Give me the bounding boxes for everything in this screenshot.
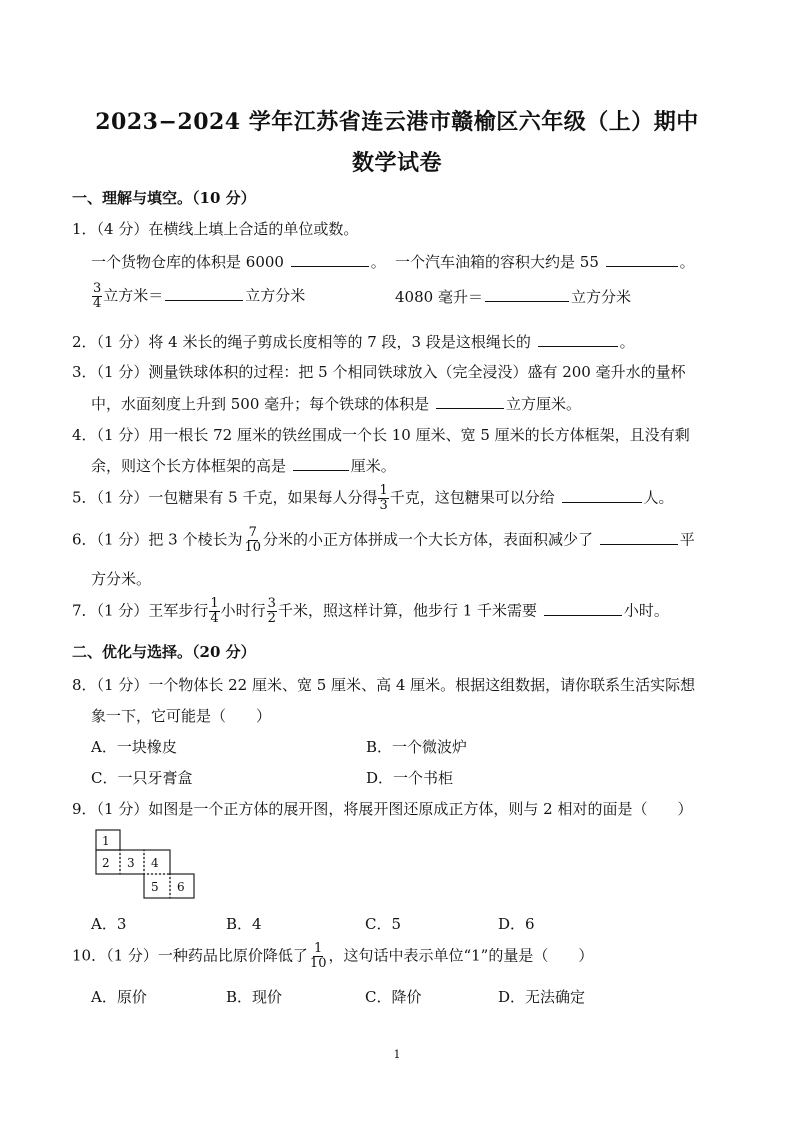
question-text: 方分米。 <box>91 570 152 588</box>
answer-blank[interactable] <box>600 530 678 545</box>
question-text: （1 分）测量铁球体积的过程：把 5 个相同铁球放入（完全浸没）盛有 200 毫升水的量杯 <box>96 363 686 381</box>
fraction-denominator: 4 <box>93 296 102 311</box>
question-text: 中，水面刻度上升到 500 毫升；每个铁球的体积是 <box>91 395 430 413</box>
fraction-denominator: 10 <box>309 956 327 971</box>
option-a[interactable]: A．一块橡皮 <box>91 738 177 756</box>
question-4-line-2 <box>91 455 396 476</box>
answer-blank[interactable] <box>606 252 678 267</box>
question-end: 小时。 <box>623 601 669 620</box>
question-8 <box>72 674 695 695</box>
question-number: 5． <box>72 488 97 507</box>
option-b[interactable]: B．现价 <box>226 988 283 1006</box>
answer-blank[interactable] <box>436 394 504 409</box>
question-4 <box>72 424 690 445</box>
option-a[interactable]: A．3 <box>91 915 127 933</box>
option-c[interactable]: C．降价 <box>365 988 422 1006</box>
question-number: 6． <box>72 530 97 549</box>
question-1 <box>72 218 358 239</box>
question-9 <box>72 798 692 819</box>
question-2 <box>72 331 635 352</box>
option-d[interactable]: D．无法确定 <box>498 988 586 1006</box>
question-6 <box>72 526 695 555</box>
fraction <box>243 526 262 555</box>
part-c-unit: 立方分米 <box>245 286 306 305</box>
option-a[interactable]: A．原价 <box>91 988 147 1006</box>
fraction <box>92 282 102 311</box>
question-number: 7． <box>72 601 97 620</box>
fraction-numerator: 1 <box>210 596 219 611</box>
question-text: 小时行 <box>220 601 266 620</box>
question-10 <box>72 942 593 971</box>
page-number: 1 <box>393 1048 401 1061</box>
fraction-numerator: 3 <box>267 596 276 611</box>
fraction <box>378 484 388 513</box>
net-label-6: 6 <box>177 880 185 894</box>
fraction-denominator: 10 <box>244 540 261 555</box>
answer-blank[interactable] <box>562 488 642 503</box>
question-1-part-a <box>91 251 386 272</box>
question-text: （1 分）把 3 个棱长为 <box>96 530 243 549</box>
question-1-part-b <box>395 251 695 272</box>
fraction-numerator: 1 <box>379 483 388 498</box>
option-b[interactable]: B．4 <box>226 915 262 933</box>
option-c[interactable]: C．5 <box>365 915 402 933</box>
cube-net-figure <box>92 826 196 902</box>
question-number: 9． <box>72 800 97 818</box>
question-text: ，这句话中表示单位“1”的量是（ ） <box>328 946 594 965</box>
question-text: （1 分）一个物体长 22 厘米、宽 5 厘米、高 4 厘米。根据这组数据，请你联系生活实际想 <box>96 676 696 694</box>
fraction-denominator: 2 <box>267 611 276 626</box>
question-7 <box>72 597 669 626</box>
net-label-1: 1 <box>102 834 110 848</box>
fraction-numerator: 1 <box>314 941 323 956</box>
section-2-heading: 二、优化与选择。（20 分） <box>72 643 256 661</box>
fraction <box>267 597 277 626</box>
question-number: 2． <box>72 333 97 351</box>
question-1-part-d <box>395 286 631 307</box>
question-text: 千米，照这样计算，他步行 1 千米需要 <box>277 601 538 620</box>
net-label-4: 4 <box>151 856 159 870</box>
question-number: 8． <box>72 676 97 694</box>
question-text: （1 分）王军步行 <box>96 601 209 620</box>
question-text: （1 分）一种药品比原价降低了 <box>106 946 308 965</box>
net-label-2: 2 <box>102 856 110 870</box>
answer-blank[interactable] <box>291 252 369 267</box>
question-end: 。 <box>619 333 635 351</box>
question-end: 平 <box>679 530 695 549</box>
question-text: 千克，这包糖果可以分给 <box>389 488 555 507</box>
question-number: 1． <box>72 220 97 238</box>
part-c-text: 立方米＝ <box>103 286 164 305</box>
question-number: 3． <box>72 363 97 381</box>
answer-blank[interactable] <box>293 456 349 471</box>
question-6-line-2 <box>91 568 151 589</box>
option-d[interactable]: D．6 <box>498 915 535 933</box>
question-number: 10． <box>72 946 107 965</box>
part-a-end: 。 <box>370 253 386 271</box>
question-3-line-2 <box>91 393 581 414</box>
question-text: （1 分）如图是一个正方体的展开图，将展开图还原成正方体，则与 2 相对的面是（ ） <box>96 800 693 818</box>
question-end: 厘米。 <box>350 457 396 475</box>
question-stem: （4 分）在横线上填上合适的单位或数。 <box>96 220 359 238</box>
question-end: 人。 <box>643 488 674 507</box>
question-number: 4． <box>72 426 97 444</box>
question-text: （1 分）一包糖果有 5 千克，如果每人分得 <box>96 488 378 507</box>
answer-blank[interactable] <box>538 332 618 347</box>
question-3 <box>72 361 686 382</box>
fraction-numerator: 7 <box>248 525 257 540</box>
question-8-line-2 <box>91 705 271 726</box>
question-text: 分米的小正方体拼成一个大长方体，表面积减少了 <box>263 530 594 549</box>
fraction <box>309 942 328 971</box>
title-line-1: 2023−2024 学年江苏省连云港市赣榆区六年级（上）期中 <box>95 109 699 135</box>
fraction-denominator: 4 <box>210 611 219 626</box>
part-b-text: 一个汽车油箱的容积大约是 55 <box>395 253 599 271</box>
question-5 <box>72 484 674 513</box>
answer-blank[interactable] <box>544 601 622 616</box>
answer-blank[interactable] <box>485 287 569 302</box>
part-a-text: 一个货物仓库的体积是 6000 <box>91 253 284 271</box>
option-d[interactable]: D．一个书柜 <box>366 769 454 787</box>
question-text: 余，则这个长方体框架的高是 <box>91 457 287 475</box>
question-end: 立方厘米。 <box>505 395 581 413</box>
part-b-end: 。 <box>679 253 695 271</box>
answer-blank[interactable] <box>165 286 243 301</box>
option-c[interactable]: C．一只牙膏盒 <box>91 769 193 787</box>
part-d-text: 4080 毫升＝ <box>395 288 483 306</box>
section-1-heading: 一、理解与填空。（10 分） <box>72 189 256 207</box>
title-line-2: 数学试卷 <box>351 150 442 176</box>
net-label-3: 3 <box>127 856 135 870</box>
part-d-unit: 立方分米 <box>570 288 631 306</box>
question-text: （1 分）将 4 米长的绳子剪成长度相等的 7 段，3 段是这根绳长的 <box>96 333 531 351</box>
option-b[interactable]: B．一个微波炉 <box>366 738 468 756</box>
fraction <box>209 597 219 626</box>
question-text: 象一下，它可能是（ ） <box>91 707 272 725</box>
question-1-part-c <box>91 282 305 311</box>
net-label-5: 5 <box>151 880 159 894</box>
question-text: （1 分）用一根长 72 厘米的铁丝围成一个长 10 厘米、宽 5 厘米的长方体框架，且没有剩 <box>96 426 690 444</box>
fraction-denominator: 3 <box>379 498 388 513</box>
fraction-numerator: 3 <box>93 281 102 296</box>
